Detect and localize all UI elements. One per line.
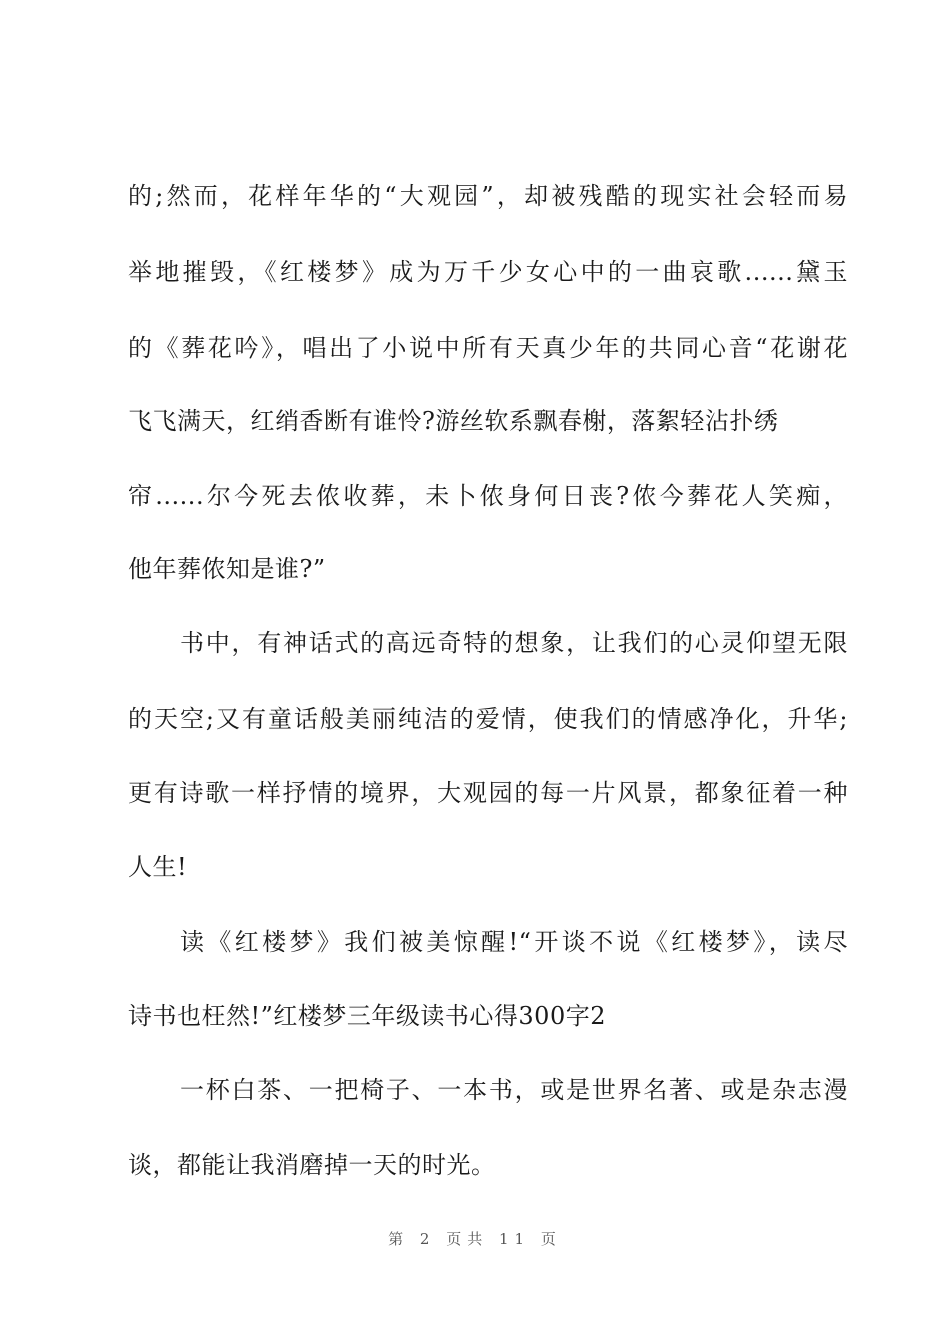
text-line-7: 书中，有神话式的高远奇特的想象，让我们的心灵仰望无限	[180, 629, 848, 657]
text-line-8: 的天空;又有童话般美丽纯洁的爱情，使我们的情感净化，升华;	[128, 705, 848, 733]
text-line-3: 的《葬花吟》，唱出了小说中所有天真少年的共同心音“花谢花	[128, 334, 848, 362]
text-line-11: 读《红楼梦》我们被美惊醒!“开谈不说《红楼梦》，读尽	[180, 928, 848, 956]
text-line-5: 帘......尔今死去侬收葬，未卜侬身何日丧?侬今葬花人笑痴，	[128, 482, 848, 510]
text-line-12: 诗书也枉然!”红楼梦三年级读书心得300字2	[128, 1002, 606, 1030]
text-line-14: 谈，都能让我消磨掉一天的时光。	[128, 1151, 496, 1179]
text-line-1: 的;然而，花样年华的“大观园”，却被残酷的现实社会轻而易	[128, 182, 848, 210]
text-line-4: 飞飞满天，红绡香断有谁怜?游丝软系飘春榭，落絮轻沾扑绣	[128, 407, 779, 435]
text-line-6: 他年葬侬知是谁?”	[128, 555, 326, 583]
text-line-9: 更有诗歌一样抒情的境界，大观园的每一片风景，都象征着一种	[128, 779, 848, 807]
text-line-10: 人生!	[128, 853, 188, 881]
page-number-footer: 第 2 页共 11 页	[388, 1230, 562, 1248]
text-line-13: 一杯白茶、一把椅子、一本书，或是世界名著、或是杂志漫	[180, 1076, 848, 1104]
text-line-2: 举地摧毁，《红楼梦》成为万千少女心中的一曲哀歌......黛玉	[128, 258, 848, 286]
